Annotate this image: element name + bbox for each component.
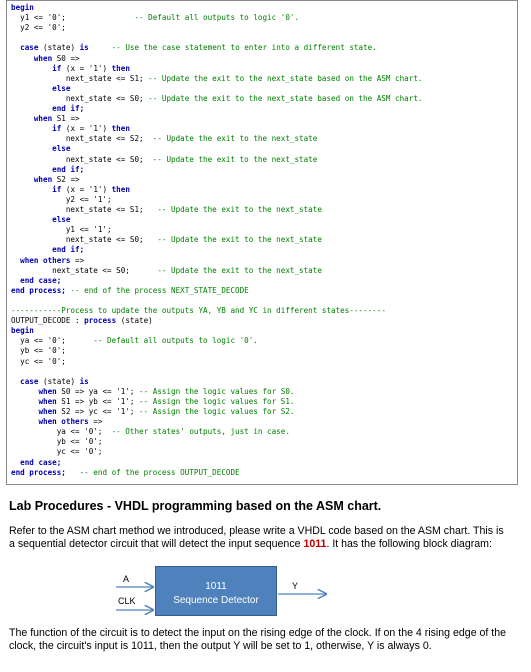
- code-line: [11, 437, 102, 447]
- code-keyword: else: [52, 144, 71, 154]
- sequence-detector-block: [155, 566, 277, 616]
- code-line: [11, 195, 112, 205]
- input-sequence: 1011: [303, 538, 327, 550]
- code-line: [11, 104, 84, 114]
- code-comment: -- Other states' outputs, just in case.: [111, 427, 290, 437]
- code-text: [11, 64, 52, 73]
- code-text: (x = '1'): [61, 63, 112, 73]
- code-keyword: begin: [11, 326, 34, 336]
- code-text: y2 <= '1';: [11, 194, 112, 204]
- code-keyword: when: [38, 396, 57, 406]
- code-comment: -- end of the process OUTPUT_DECODE: [79, 467, 240, 477]
- code-comment: -- Assign the logic values for S0.: [139, 386, 295, 396]
- code-line: [11, 114, 80, 124]
- code-text: [11, 84, 52, 93]
- code-keyword: end case;: [20, 275, 62, 285]
- code-keyword: if: [52, 124, 62, 134]
- code-comment: -- Update the exit to the next_state: [152, 154, 318, 164]
- code-keyword: is: [79, 376, 89, 386]
- code-text: [11, 144, 52, 153]
- code-text: [11, 43, 20, 52]
- code-text: next_state <= S0;: [11, 154, 153, 164]
- code-text: [11, 417, 38, 426]
- code-line: [11, 165, 84, 175]
- code-text: S2 =>: [52, 174, 80, 184]
- code-text: S0 => ya <= '1';: [56, 386, 140, 396]
- section-heading: Lab Procedures - VHDL programming based on the ASM chart.: [9, 499, 382, 513]
- code-line: [11, 64, 130, 74]
- code-text: yc <= '0';: [11, 356, 66, 366]
- code-keyword: process: [84, 316, 117, 326]
- code-text: next_state <= S0;: [11, 235, 158, 245]
- input-a-label: A: [123, 574, 130, 584]
- code-keyword: end case;: [20, 457, 62, 467]
- code-comment: -- Update the exit to the next_state based on the ASM chart.: [148, 73, 423, 83]
- code-line: [11, 134, 317, 144]
- code-keyword: if: [52, 63, 62, 73]
- code-comment: -- Assign the logic values for S2.: [139, 407, 295, 416]
- code-text: ya <= '0';: [11, 427, 112, 437]
- code-comment: -- Update the exit to the next_state: [157, 205, 322, 214]
- code-line: [11, 175, 80, 185]
- code-line: [11, 54, 80, 64]
- code-text: S2 => yc <= '1';: [56, 407, 140, 416]
- code-text: [11, 124, 52, 133]
- code-keyword: when: [33, 114, 53, 124]
- code-text: (x = '1'): [61, 124, 112, 134]
- code-keyword: is: [79, 43, 89, 53]
- code-keyword: when: [38, 407, 57, 416]
- code-line: [11, 306, 386, 316]
- code-text: next_state <= S1;: [11, 73, 149, 83]
- code-text: ya <= '0';: [11, 336, 94, 346]
- code-text: [11, 276, 20, 285]
- code-text: [11, 185, 52, 194]
- code-line: [11, 43, 377, 53]
- code-line: [11, 84, 70, 94]
- code-keyword: case: [20, 376, 39, 386]
- code-text: (state): [116, 316, 153, 326]
- code-text: [11, 104, 52, 113]
- code-text: S0 =>: [52, 53, 80, 63]
- code-line: [11, 417, 102, 427]
- code-keyword: end if;: [52, 245, 85, 255]
- block-subtitle: Sequence Detector: [173, 595, 259, 606]
- code-keyword: end if;: [52, 104, 85, 113]
- code-text: next_state <= S0;: [11, 265, 158, 275]
- code-text: [66, 468, 80, 477]
- code-text: [11, 458, 20, 467]
- code-text: [11, 377, 20, 386]
- code-text: =>: [88, 417, 103, 427]
- function-paragraph: The function of the circuit is to detect the input on the rising edge of the clock. If on the 4 rising edge of the clock, the circuit's input is 1011, then the output Y will be set to 1, otherwise, Y is always 0.: [9, 627, 507, 652]
- code-line: [11, 326, 34, 336]
- code-text: (state): [38, 43, 80, 53]
- code-line: [11, 3, 34, 13]
- code-line: [11, 468, 240, 478]
- code-comment: -- Update the exit to the next_state: [157, 235, 322, 245]
- code-comment: -- Update the exit to the next_state: [152, 134, 318, 144]
- code-keyword: case: [20, 43, 39, 53]
- code-keyword: when others: [38, 417, 89, 427]
- code-comment: -- Default all outputs to logic '0'.: [134, 13, 300, 23]
- code-line: [11, 94, 422, 104]
- code-comment: -- end of the process NEXT_STATE_DECODE: [70, 285, 249, 295]
- code-text: [11, 54, 34, 63]
- code-line: [11, 276, 61, 286]
- code-text: S1 => yb <= '1';: [56, 396, 140, 406]
- code-text: [11, 245, 52, 254]
- code-keyword: else: [52, 83, 71, 93]
- code-keyword: end if;: [52, 164, 85, 174]
- code-line: [11, 397, 294, 407]
- input-clk-label: CLK: [118, 596, 136, 606]
- code-line: [11, 256, 84, 266]
- code-text: OUTPUT_DECODE :: [11, 316, 85, 326]
- code-line: [11, 266, 322, 276]
- code-line: [11, 155, 317, 165]
- code-text: [11, 407, 38, 416]
- code-text: yb <= '0';: [11, 437, 103, 447]
- code-text: [11, 165, 52, 174]
- code-text: [11, 114, 34, 123]
- code-text: [89, 43, 112, 52]
- code-keyword: then: [111, 63, 130, 73]
- code-line: [11, 286, 249, 296]
- code-text: y2 <= '0';: [11, 23, 66, 33]
- code-line: [11, 427, 290, 437]
- code-comment: -- Assign the logic values for S1.: [139, 396, 295, 406]
- code-line: [11, 346, 66, 356]
- code-line: [11, 185, 130, 195]
- code-text: [11, 175, 34, 184]
- output-y-label: Y: [292, 581, 299, 591]
- instructions-text: Refer to the ASM chart method we introduced, please write a VHDL code based on the ASM chart. This is a sequential detector circuit that will detect the input sequence: [9, 525, 504, 550]
- code-text: next_state <= S0;: [11, 93, 149, 103]
- code-line: [11, 144, 70, 154]
- code-keyword: when: [38, 386, 57, 396]
- code-line: [11, 124, 130, 134]
- code-line: [11, 13, 299, 23]
- code-comment: -- Use the case statement to enter into a different state.: [111, 43, 377, 53]
- instructions-paragraph: [9, 525, 509, 551]
- code-keyword: end process;: [11, 285, 66, 295]
- code-listing: [6, 0, 518, 485]
- code-line: [11, 316, 153, 326]
- code-line: [11, 74, 422, 84]
- code-text: y1 <= '1';: [11, 225, 112, 235]
- code-line: [11, 215, 70, 225]
- code-text: [11, 256, 20, 265]
- code-line: [11, 245, 84, 255]
- code-text: [11, 215, 52, 224]
- code-text: =>: [70, 255, 85, 265]
- code-keyword: when: [33, 174, 53, 184]
- code-comment: -- Update the exit to the next_state based on the ASM chart.: [148, 93, 423, 103]
- code-keyword: then: [111, 184, 130, 194]
- code-text: y1 <= '0';: [11, 13, 135, 23]
- code-text: yb <= '0';: [11, 346, 66, 356]
- code-line: [11, 458, 61, 468]
- code-line: [11, 357, 66, 367]
- code-comment: -- Update the exit to the next_state: [157, 265, 322, 275]
- code-comment: -----------Process to update the outputs YA, YB and YC in different states--------: [11, 306, 386, 315]
- code-line: [11, 447, 102, 457]
- code-line: [11, 23, 66, 33]
- code-keyword: if: [52, 184, 62, 194]
- block-title: 1011: [205, 581, 227, 592]
- code-line: [11, 336, 258, 346]
- code-keyword: end process;: [11, 467, 66, 477]
- code-text: [11, 387, 38, 396]
- code-text: yc <= '0';: [11, 447, 103, 457]
- code-line: [11, 205, 322, 215]
- code-line: [11, 235, 322, 245]
- code-comment: -- Default all outputs to logic '0'.: [93, 336, 258, 346]
- code-text: next_state <= S1;: [11, 205, 158, 214]
- code-keyword: when: [33, 53, 53, 63]
- code-line: [11, 387, 294, 397]
- code-text: next_state <= S2;: [11, 134, 153, 144]
- code-keyword: else: [52, 215, 71, 225]
- code-text: S1 =>: [52, 114, 80, 124]
- instructions-text-end: . It has the following block diagram:: [326, 538, 492, 550]
- block-diagram: [112, 565, 342, 619]
- code-keyword: begin: [11, 3, 34, 12]
- code-keyword: when others: [20, 255, 71, 265]
- code-text: [11, 397, 38, 406]
- code-line: [11, 377, 89, 387]
- code-line: [11, 407, 294, 417]
- code-text: (x = '1'): [61, 184, 112, 194]
- code-keyword: then: [111, 124, 130, 134]
- code-text: (state): [38, 376, 80, 386]
- code-line: [11, 225, 112, 235]
